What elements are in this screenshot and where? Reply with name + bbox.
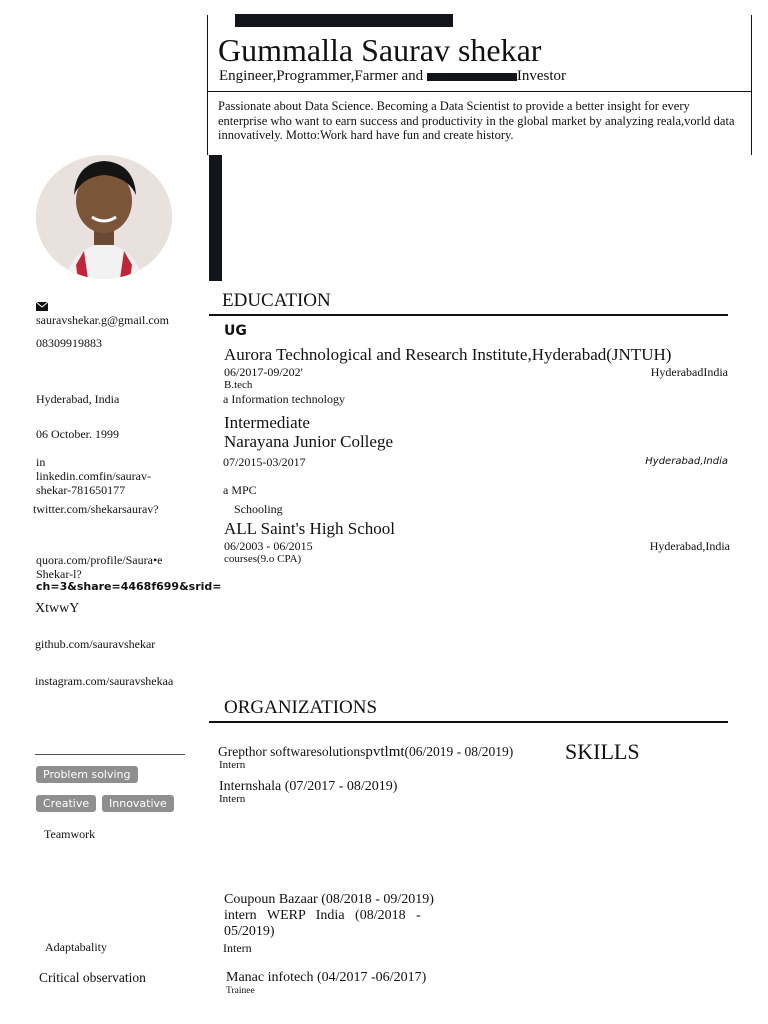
schooling-label: Schooling	[234, 502, 283, 516]
summary: Passionate about Data Science. Becoming a Data Scientist to provide a better insight for every enterprise who want to earn success and productivity in the global market by analyzing reala,vorld data innovatively. Motto:Work hard have fun and create history.	[218, 99, 735, 142]
school-dates: 06/2003 - 06/2015	[224, 539, 313, 553]
education-rule	[209, 314, 728, 316]
tagline-end: Investor	[516, 68, 567, 84]
org-1-name-b: softwaresolutions	[270, 744, 366, 759]
quora-link-line3[interactable]: ch=3&share=4468f699&srid=	[36, 580, 222, 593]
intermediate-major: a MPC	[223, 483, 257, 497]
intermediate-label: Intermediate	[224, 413, 310, 432]
org-1-role: Intern	[219, 759, 246, 771]
skill-item: Adaptabality	[45, 940, 107, 954]
candidate-name: Gummalla Saurav shekar	[218, 32, 542, 68]
header-right-border	[751, 15, 752, 155]
org-4-role: Intern	[223, 941, 252, 955]
organizations-heading: ORGANIZATIONS	[224, 697, 378, 718]
quora-link-line1[interactable]: quora.com/profile/Saura•e	[36, 553, 163, 567]
accent-bar	[209, 155, 222, 281]
skills-divider	[35, 754, 185, 755]
tagline-start: Engineer,Programmer,Farmer and	[219, 68, 424, 84]
instagram-link[interactable]: instagram.com/sauravshekaa	[35, 674, 174, 688]
ug-label: UG	[224, 323, 247, 339]
intermediate-location: Hyderabad,India	[645, 456, 728, 467]
quora-link-line4[interactable]: XtwwY	[35, 601, 80, 616]
intermediate-dates: 07/2015-03/2017	[223, 455, 306, 469]
ug-location: HyderabadIndia	[650, 365, 728, 379]
location: Hyderabad, India	[36, 392, 120, 406]
org-4-line2: 05/2019)	[224, 924, 275, 939]
org-1-name-c: pvtlmt	[365, 744, 405, 760]
organizations-rule	[209, 721, 728, 723]
skill-tag: Creative	[36, 795, 96, 812]
quora-link-line2[interactable]: Shekar-l?	[36, 567, 82, 581]
org-5: Manac infotech (04/2017 -06/2017)	[226, 970, 427, 985]
redacted-word	[427, 73, 517, 81]
org-1-dates: (06/2019 - 08/2019)	[404, 744, 514, 759]
skill-item: Teamwork	[44, 827, 96, 841]
intermediate-institute: Narayana Junior College	[224, 432, 393, 451]
tagline	[219, 68, 566, 85]
email-icon	[36, 298, 48, 307]
org-2: Internshala (07/2017 - 08/2019)	[219, 779, 398, 794]
org-5-role: Trainee	[226, 986, 255, 996]
org-1-name-a: Grepthor	[218, 744, 267, 759]
skill-tag: Innovative	[102, 795, 174, 812]
skill-item: Critical observation	[39, 970, 146, 985]
school-location: Hyderabad,India	[649, 539, 730, 553]
profile-photo	[36, 155, 172, 279]
org-1	[218, 744, 513, 761]
github-link[interactable]: github.com/sauravshekar	[35, 637, 156, 651]
skill-tag: Problem solving	[36, 766, 138, 783]
school-note: courses(9.o CPA)	[224, 553, 302, 565]
school-institute: ALL Saint's High School	[224, 519, 396, 538]
ug-major: a Information technology	[223, 392, 345, 406]
education-heading: EDUCATION	[222, 290, 331, 311]
skills-heading: SKILLS	[565, 739, 640, 764]
linkedin-link[interactable]: linkedin.comfin/saurav-shekar-781650177	[36, 469, 151, 497]
phone-number: 08309919883	[36, 336, 102, 350]
twitter-link[interactable]: twitter.com/shekarsaurav?	[33, 502, 159, 516]
org-4-line1: intern WERP India (08/2018 -	[224, 908, 421, 923]
header-divider	[207, 91, 752, 92]
org-3: Coupoun Bazaar (08/2018 - 09/2019)	[224, 892, 434, 907]
linkedin-icon: in	[36, 455, 46, 469]
ug-degree: B.tech	[224, 379, 253, 391]
date-of-birth: 06 October. 1999	[36, 427, 119, 441]
email-link[interactable]: sauravshekar.g@gmail.com	[36, 313, 170, 327]
ug-dates: 06/2017-09/202'	[224, 365, 303, 379]
redacted-block	[235, 14, 453, 27]
org-2-role: Intern	[219, 793, 246, 805]
ug-institute: Aurora Technological and Research Institute,Hyderabad(JNTUH)	[224, 345, 672, 364]
person-silhouette-icon	[36, 155, 172, 279]
header-left-border	[207, 15, 208, 155]
